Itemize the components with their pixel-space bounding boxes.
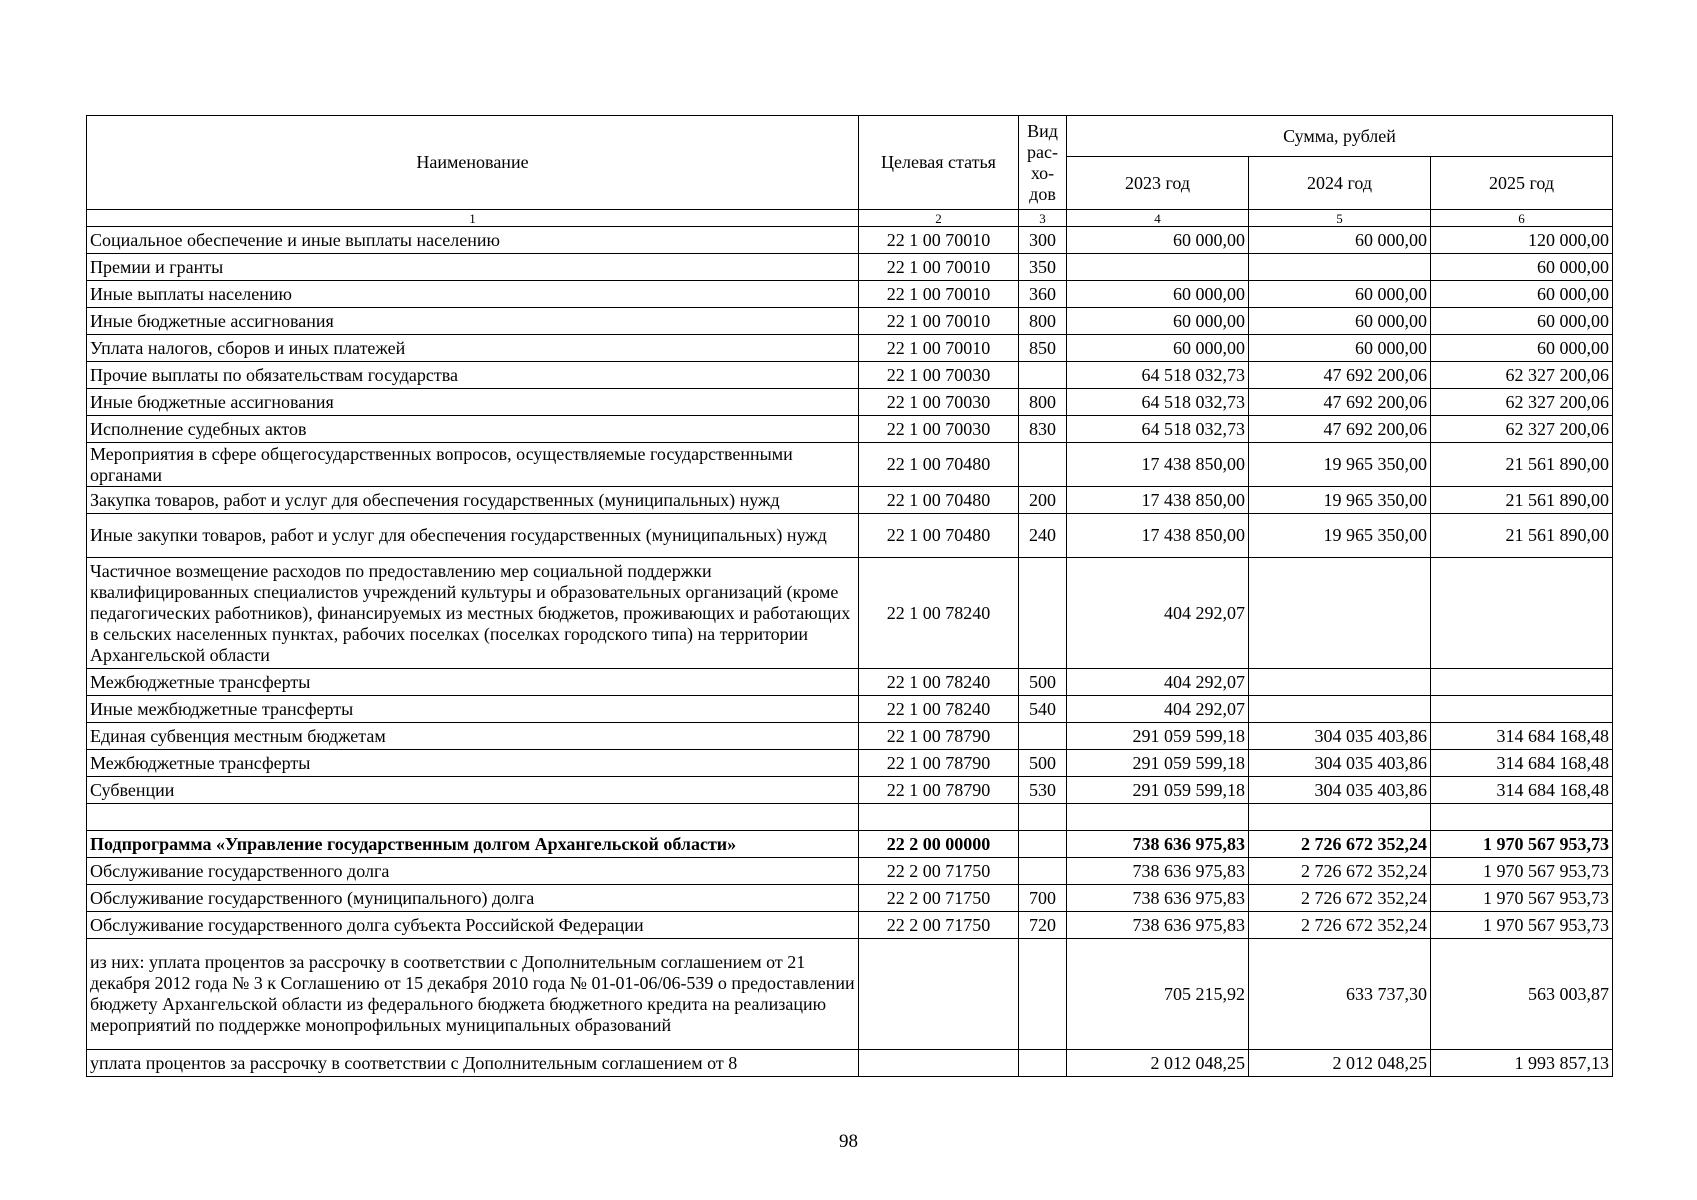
row-sum-2023: 17 438 850,00 (1067, 514, 1249, 558)
table-row (87, 804, 1613, 831)
row-sum-2023 (1067, 254, 1249, 281)
column-number: 2 (859, 210, 1019, 227)
row-expense-type (1019, 804, 1067, 831)
row-name: Иные бюджетные ассигнования (87, 308, 859, 335)
row-sum-2024: 304 035 403,86 (1249, 777, 1431, 804)
row-expense-type: 500 (1019, 669, 1067, 696)
row-expense-type (1019, 362, 1067, 389)
row-target-article: 22 1 00 78790 (859, 750, 1019, 777)
row-sum-2024: 19 965 350,00 (1249, 487, 1431, 514)
row-sum-2025: 21 561 890,00 (1431, 514, 1613, 558)
row-target-article: 22 2 00 71750 (859, 858, 1019, 885)
row-name: Иные выплаты населению (87, 281, 859, 308)
row-target-article: 22 1 00 70030 (859, 362, 1019, 389)
row-expense-type (1019, 831, 1067, 858)
row-target-article: 22 2 00 71750 (859, 885, 1019, 912)
row-sum-2024: 19 965 350,00 (1249, 443, 1431, 487)
table-row (87, 777, 1613, 804)
row-sum-2025: 62 327 200,06 (1431, 416, 1613, 443)
row-sum-2025: 62 327 200,06 (1431, 389, 1613, 416)
row-name: Премии и гранты (87, 254, 859, 281)
row-sum-2023: 60 000,00 (1067, 281, 1249, 308)
row-name: Мероприятия в сфере общегосударственных вопросов, осуществляемые государственными органами (87, 443, 859, 487)
header-expense-type: Вид рас-хо-дов (1019, 116, 1067, 210)
column-number: 3 (1019, 210, 1067, 227)
row-sum-2025: 1 970 567 953,73 (1431, 912, 1613, 939)
row-target-article: 22 1 00 70010 (859, 335, 1019, 362)
row-sum-2024: 47 692 200,06 (1249, 416, 1431, 443)
row-expense-type (1019, 939, 1067, 1050)
row-sum-2024: 47 692 200,06 (1249, 362, 1431, 389)
row-target-article: 22 1 00 70030 (859, 416, 1019, 443)
row-target-article: 22 1 00 78240 (859, 558, 1019, 669)
row-sum-2023: 64 518 032,73 (1067, 416, 1249, 443)
row-sum-2025: 60 000,00 (1431, 308, 1613, 335)
row-sum-2025 (1431, 558, 1613, 669)
row-sum-2023: 291 059 599,18 (1067, 750, 1249, 777)
row-name: Иные межбюджетные трансферты (87, 696, 859, 723)
row-name: Субвенции (87, 777, 859, 804)
row-expense-type: 700 (1019, 885, 1067, 912)
row-sum-2023: 705 215,92 (1067, 939, 1249, 1050)
row-name: Межбюджетные трансферты (87, 669, 859, 696)
row-name: Социальное обеспечение и иные выплаты населению (87, 227, 859, 254)
row-sum-2023 (1067, 804, 1249, 831)
row-name: Обслуживание государственного (муниципального) долга (87, 885, 859, 912)
row-sum-2023: 404 292,07 (1067, 669, 1249, 696)
column-number: 6 (1431, 210, 1613, 227)
row-expense-type: 530 (1019, 777, 1067, 804)
table-body (87, 227, 1613, 1077)
row-name: Частичное возмещение расходов по предоставлению мер социальной поддержки квалифицированных специалистов учреждений культуры и образовательных организаций (кроме педагогических работников), финансируемых из местных бюджетов, проживающих и работающих в сельских населенных пунктах, рабочих поселках (поселках городского типа) на территории Архангельской области (87, 558, 859, 669)
table-row (87, 281, 1613, 308)
row-sum-2023: 60 000,00 (1067, 308, 1249, 335)
row-name: Единая субвенция местным бюджетам (87, 723, 859, 750)
row-sum-2024: 2 012 048,25 (1249, 1050, 1431, 1077)
row-target-article (859, 1050, 1019, 1077)
row-target-article: 22 1 00 70010 (859, 281, 1019, 308)
row-sum-2023: 738 636 975,83 (1067, 858, 1249, 885)
row-target-article: 22 1 00 78790 (859, 777, 1019, 804)
row-sum-2023: 738 636 975,83 (1067, 912, 1249, 939)
row-target-article: 22 1 00 78790 (859, 723, 1019, 750)
row-target-article: 22 2 00 71750 (859, 912, 1019, 939)
row-sum-2023: 64 518 032,73 (1067, 362, 1249, 389)
row-sum-2024: 47 692 200,06 (1249, 389, 1431, 416)
row-sum-2024: 2 726 672 352,24 (1249, 831, 1431, 858)
row-target-article: 22 1 00 78240 (859, 669, 1019, 696)
row-target-article: 22 1 00 70480 (859, 443, 1019, 487)
row-target-article: 22 1 00 70480 (859, 514, 1019, 558)
table-row (87, 558, 1613, 669)
row-expense-type: 500 (1019, 750, 1067, 777)
row-sum-2023: 64 518 032,73 (1067, 389, 1249, 416)
row-name: Прочие выплаты по обязательствам государства (87, 362, 859, 389)
row-sum-2025 (1431, 696, 1613, 723)
row-expense-type (1019, 1050, 1067, 1077)
header-year-2025: 2025 год (1431, 157, 1613, 210)
row-name: Уплата налогов, сборов и иных платежей (87, 335, 859, 362)
row-sum-2024: 60 000,00 (1249, 308, 1431, 335)
column-number: 5 (1249, 210, 1431, 227)
row-expense-type: 350 (1019, 254, 1067, 281)
column-numbers-row (87, 210, 1613, 227)
table-row (87, 669, 1613, 696)
row-sum-2025: 62 327 200,06 (1431, 362, 1613, 389)
row-sum-2023: 291 059 599,18 (1067, 723, 1249, 750)
row-sum-2024: 60 000,00 (1249, 335, 1431, 362)
page-number: 98 (839, 1131, 858, 1152)
row-sum-2024 (1249, 804, 1431, 831)
table-row (87, 723, 1613, 750)
row-name: Подпрограмма «Управление государственным долгом Архангельской области» (87, 831, 859, 858)
header-year-2024: 2024 год (1249, 157, 1431, 210)
row-sum-2024: 304 035 403,86 (1249, 750, 1431, 777)
row-target-article: 22 1 00 70010 (859, 227, 1019, 254)
row-expense-type (1019, 443, 1067, 487)
row-sum-2024 (1249, 254, 1431, 281)
row-target-article: 22 1 00 70480 (859, 487, 1019, 514)
row-name: Обслуживание государственного долга субъекта Российской Федерации (87, 912, 859, 939)
row-sum-2025: 60 000,00 (1431, 335, 1613, 362)
row-sum-2025: 21 561 890,00 (1431, 487, 1613, 514)
row-sum-2023: 17 438 850,00 (1067, 487, 1249, 514)
row-sum-2023: 738 636 975,83 (1067, 885, 1249, 912)
row-sum-2024 (1249, 669, 1431, 696)
row-expense-type: 200 (1019, 487, 1067, 514)
row-sum-2025 (1431, 804, 1613, 831)
row-sum-2025 (1431, 669, 1613, 696)
header-year-2023: 2023 год (1067, 157, 1249, 210)
table-row (87, 514, 1613, 558)
row-name: Межбюджетные трансферты (87, 750, 859, 777)
row-expense-type (1019, 723, 1067, 750)
column-number: 4 (1067, 210, 1249, 227)
row-sum-2024 (1249, 558, 1431, 669)
row-sum-2023: 17 438 850,00 (1067, 443, 1249, 487)
row-sum-2025: 314 684 168,48 (1431, 777, 1613, 804)
row-target-article (859, 804, 1019, 831)
row-sum-2024: 60 000,00 (1249, 227, 1431, 254)
row-sum-2025: 1 970 567 953,73 (1431, 831, 1613, 858)
row-expense-type: 830 (1019, 416, 1067, 443)
row-sum-2024: 2 726 672 352,24 (1249, 885, 1431, 912)
row-name: уплата процентов за рассрочку в соответствии с Дополнительным соглашением от 8 (87, 1050, 859, 1077)
row-target-article: 22 1 00 78240 (859, 696, 1019, 723)
row-name: Исполнение судебных актов (87, 416, 859, 443)
table-row (87, 939, 1613, 1050)
row-sum-2024: 60 000,00 (1249, 281, 1431, 308)
row-sum-2024: 633 737,30 (1249, 939, 1431, 1050)
table-row (87, 912, 1613, 939)
row-name: Иные закупки товаров, работ и услуг для обеспечения государственных (муниципальных) нужд (87, 514, 859, 558)
table-row (87, 443, 1613, 487)
row-target-article: 22 1 00 70010 (859, 254, 1019, 281)
row-sum-2025: 1 993 857,13 (1431, 1050, 1613, 1077)
row-expense-type: 300 (1019, 227, 1067, 254)
row-sum-2023: 404 292,07 (1067, 696, 1249, 723)
row-sum-2024: 304 035 403,86 (1249, 723, 1431, 750)
row-sum-2023: 404 292,07 (1067, 558, 1249, 669)
row-expense-type: 540 (1019, 696, 1067, 723)
table-row (87, 254, 1613, 281)
header-sum: Сумма, рублей (1067, 116, 1613, 157)
header-target-article: Целевая статья (859, 116, 1019, 210)
row-sum-2024: 19 965 350,00 (1249, 514, 1431, 558)
row-target-article: 22 2 00 00000 (859, 831, 1019, 858)
row-sum-2025: 120 000,00 (1431, 227, 1613, 254)
header-name: Наименование (87, 116, 859, 210)
table-row (87, 831, 1613, 858)
row-sum-2023: 2 012 048,25 (1067, 1050, 1249, 1077)
row-sum-2023: 738 636 975,83 (1067, 831, 1249, 858)
row-expense-type: 850 (1019, 335, 1067, 362)
row-sum-2025: 21 561 890,00 (1431, 443, 1613, 487)
budget-table (86, 115, 1613, 1077)
table-row (87, 416, 1613, 443)
table-row (87, 858, 1613, 885)
table-row (87, 335, 1613, 362)
row-sum-2025: 1 970 567 953,73 (1431, 858, 1613, 885)
table-row (87, 308, 1613, 335)
row-expense-type: 240 (1019, 514, 1067, 558)
table-row (87, 1050, 1613, 1077)
row-sum-2024: 2 726 672 352,24 (1249, 858, 1431, 885)
row-target-article: 22 1 00 70030 (859, 389, 1019, 416)
row-expense-type: 800 (1019, 308, 1067, 335)
row-name: Обслуживание государственного долга (87, 858, 859, 885)
column-number: 1 (87, 210, 859, 227)
table-row (87, 696, 1613, 723)
table-row (87, 389, 1613, 416)
row-sum-2025: 314 684 168,48 (1431, 750, 1613, 777)
table-row (87, 885, 1613, 912)
row-expense-type: 720 (1019, 912, 1067, 939)
row-expense-type: 360 (1019, 281, 1067, 308)
row-sum-2025: 563 003,87 (1431, 939, 1613, 1050)
row-expense-type (1019, 858, 1067, 885)
row-name: Иные бюджетные ассигнования (87, 389, 859, 416)
table-row (87, 227, 1613, 254)
row-sum-2025: 1 970 567 953,73 (1431, 885, 1613, 912)
row-sum-2023: 60 000,00 (1067, 227, 1249, 254)
row-sum-2023: 291 059 599,18 (1067, 777, 1249, 804)
table-row (87, 750, 1613, 777)
row-name: Закупка товаров, работ и услуг для обеспечения государственных (муниципальных) нужд (87, 487, 859, 514)
row-sum-2025: 60 000,00 (1431, 281, 1613, 308)
row-name (87, 804, 859, 831)
row-target-article (859, 939, 1019, 1050)
row-sum-2025: 314 684 168,48 (1431, 723, 1613, 750)
row-sum-2024: 2 726 672 352,24 (1249, 912, 1431, 939)
table-row (87, 362, 1613, 389)
table-row (87, 487, 1613, 514)
row-expense-type (1019, 558, 1067, 669)
row-sum-2023: 60 000,00 (1067, 335, 1249, 362)
row-sum-2024 (1249, 696, 1431, 723)
row-name: из них: уплата процентов за рассрочку в соответствии с Дополнительным соглашением от 21 декабря 2012 года № 3 к Соглашению от 15 декабря 2010 года № 01-01-06/06-539 о предоставлении бюджету Архангельской области из федерального бюджета бюджетного кредита на реализацию мероприятий по поддержке монопрофильных муниципальных образований (87, 939, 859, 1050)
row-expense-type: 800 (1019, 389, 1067, 416)
row-sum-2025: 60 000,00 (1431, 254, 1613, 281)
row-target-article: 22 1 00 70010 (859, 308, 1019, 335)
